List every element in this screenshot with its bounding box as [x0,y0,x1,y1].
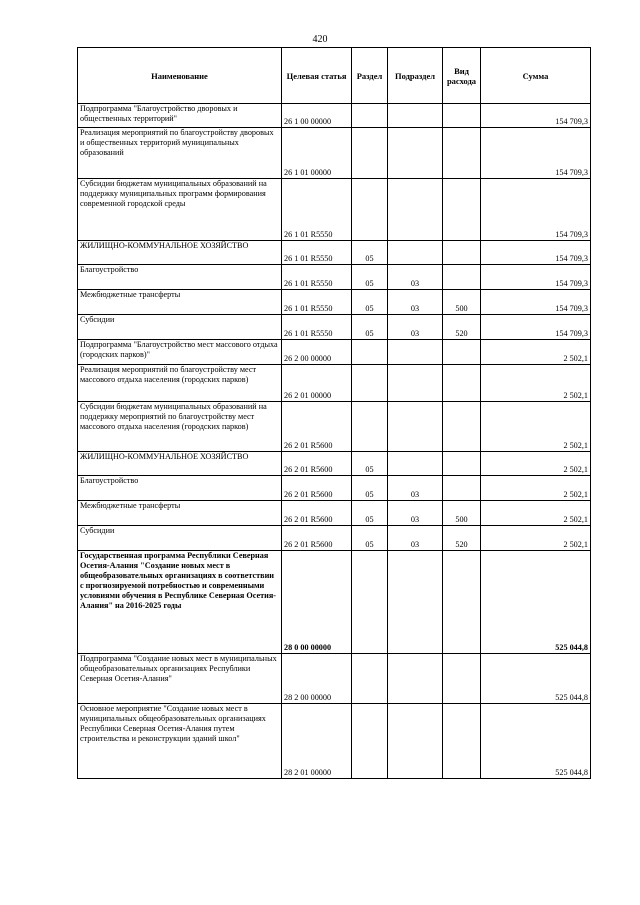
table-row [78,501,591,526]
cell-section [352,365,388,402]
cell-amount: 154 709,3 [481,265,591,290]
cell-subsection: 03 [388,315,443,340]
cell-section: 05 [352,476,388,501]
cell-amount: 154 709,3 [481,290,591,315]
header-subsection: Подраздел [388,48,443,104]
cell-name: Реализация мероприятий по благоустройству дворовых и общественных территорий муниципальных образований [78,128,282,179]
cell-subsection [388,179,443,241]
cell-expense-type: 500 [443,290,481,315]
cell-name: Подпрограмма "Создание новых мест в муниципальных общеобразовательных организациях Республики Северная Осетия-Алания" [78,654,282,704]
table-header-row [78,48,591,104]
cell-subsection [388,104,443,128]
cell-subsection: 03 [388,476,443,501]
table-row [78,365,591,402]
table-row [78,340,591,365]
cell-amount: 525 044,8 [481,704,591,779]
header-name: Наименование [78,48,282,104]
cell-target: 26 2 01 R5600 [282,501,352,526]
cell-target: 28 2 00 00000 [282,654,352,704]
table-row [78,290,591,315]
cell-subsection [388,128,443,179]
cell-target: 26 1 00 00000 [282,104,352,128]
cell-target: 26 1 01 R5550 [282,265,352,290]
table-row [78,476,591,501]
cell-name: Субсидии [78,315,282,340]
cell-name: Подпрограмма "Благоустройство мест массового отдыха (городских парков)" [78,340,282,365]
header-section: Раздел [352,48,388,104]
cell-expense-type: 520 [443,315,481,340]
cell-section: 05 [352,290,388,315]
cell-expense-type [443,452,481,476]
cell-target: 26 1 01 R5550 [282,315,352,340]
cell-section: 05 [352,501,388,526]
budget-table [77,47,591,779]
cell-amount: 525 044,8 [481,551,591,654]
cell-subsection [388,402,443,452]
cell-name: Подпрограмма "Благоустройство дворовых и общественных территорий" [78,104,282,128]
table-row [78,315,591,340]
cell-name: ЖИЛИЩНО-КОММУНАЛЬНОЕ ХОЗЯЙСТВО [78,452,282,476]
table-row [78,241,591,265]
cell-expense-type [443,340,481,365]
header-amount: Сумма [481,48,591,104]
cell-subsection [388,654,443,704]
table-row [78,265,591,290]
cell-target: 26 1 01 R5550 [282,241,352,265]
table-row [78,452,591,476]
cell-section [352,704,388,779]
cell-section [352,179,388,241]
cell-amount: 2 502,1 [481,476,591,501]
cell-name: Благоустройство [78,476,282,501]
cell-name: Благоустройство [78,265,282,290]
cell-name: Основное мероприятие "Создание новых мест в муниципальных общеобразовательных организациях Республики Северная Осетия-Алания путем строительства и реконструкции зданий школ" [78,704,282,779]
cell-expense-type [443,654,481,704]
cell-target: 26 1 01 R5550 [282,290,352,315]
cell-subsection: 03 [388,265,443,290]
table-row [78,128,591,179]
cell-amount: 2 502,1 [481,452,591,476]
cell-expense-type [443,179,481,241]
cell-expense-type: 520 [443,526,481,551]
cell-target: 26 2 01 R5600 [282,526,352,551]
cell-subsection: 03 [388,526,443,551]
page-number: 420 [312,34,328,45]
cell-section [352,402,388,452]
cell-section [352,654,388,704]
cell-expense-type [443,241,481,265]
cell-section [352,128,388,179]
cell-section: 05 [352,315,388,340]
cell-expense-type [443,704,481,779]
cell-section [352,340,388,365]
cell-subsection [388,452,443,476]
cell-subsection [388,340,443,365]
cell-name: Межбюджетные трансферты [78,290,282,315]
header-expense-type: Вид расхода [443,48,481,104]
cell-subsection [388,551,443,654]
cell-subsection [388,241,443,265]
cell-expense-type [443,104,481,128]
cell-name: ЖИЛИЩНО-КОММУНАЛЬНОЕ ХОЗЯЙСТВО [78,241,282,265]
cell-amount: 2 502,1 [481,501,591,526]
cell-target: 28 2 01 00000 [282,704,352,779]
table-row [78,526,591,551]
cell-expense-type [443,551,481,654]
header-target: Целевая статья [282,48,352,104]
cell-expense-type [443,402,481,452]
cell-name: Реализация мероприятий по благоустройству мест массового отдыха населения (городских парков) [78,365,282,402]
table-body [78,104,591,779]
cell-section: 05 [352,265,388,290]
cell-name: Государственная программа Республики Северная Осетия-Алания "Создание новых мест в общеобразовательных организациях в соответствии с прогнозируемой потребностью и современными условиями обучения в Республике Северная Осетия-Алания" на 2016-2025 годы [78,551,282,654]
cell-amount: 154 709,3 [481,315,591,340]
table-row [78,179,591,241]
cell-subsection: 03 [388,290,443,315]
cell-name: Субсидии [78,526,282,551]
cell-subsection [388,365,443,402]
cell-amount: 154 709,3 [481,179,591,241]
cell-section: 05 [352,241,388,265]
cell-amount: 525 044,8 [481,654,591,704]
cell-section [352,104,388,128]
cell-target: 26 2 01 R5600 [282,402,352,452]
cell-section: 05 [352,452,388,476]
cell-name: Межбюджетные трансферты [78,501,282,526]
cell-name: Субсидии бюджетам муниципальных образований на поддержку мероприятий по благоустройству мест массового отдыха населения (городских парков) [78,402,282,452]
cell-expense-type [443,128,481,179]
table-row [78,551,591,654]
table-row [78,104,591,128]
cell-subsection [388,704,443,779]
cell-amount: 154 709,3 [481,104,591,128]
table-row [78,402,591,452]
cell-section: 05 [352,526,388,551]
cell-target: 26 1 01 R5550 [282,179,352,241]
cell-target: 26 1 01 00000 [282,128,352,179]
cell-target: 26 2 01 R5600 [282,452,352,476]
cell-target: 26 2 01 00000 [282,365,352,402]
cell-amount: 2 502,1 [481,526,591,551]
table-row [78,654,591,704]
cell-name: Субсидии бюджетам муниципальных образований на поддержку муниципальных программ формирования современной городской среды [78,179,282,241]
cell-expense-type [443,476,481,501]
cell-amount: 2 502,1 [481,365,591,402]
cell-target: 26 2 00 00000 [282,340,352,365]
table-row [78,704,591,779]
cell-amount: 154 709,3 [481,241,591,265]
cell-amount: 2 502,1 [481,402,591,452]
cell-subsection: 03 [388,501,443,526]
cell-target: 26 2 01 R5600 [282,476,352,501]
cell-amount: 154 709,3 [481,128,591,179]
cell-amount: 2 502,1 [481,340,591,365]
cell-expense-type [443,365,481,402]
cell-expense-type [443,265,481,290]
cell-expense-type: 500 [443,501,481,526]
cell-target: 28 0 00 00000 [282,551,352,654]
cell-section [352,551,388,654]
